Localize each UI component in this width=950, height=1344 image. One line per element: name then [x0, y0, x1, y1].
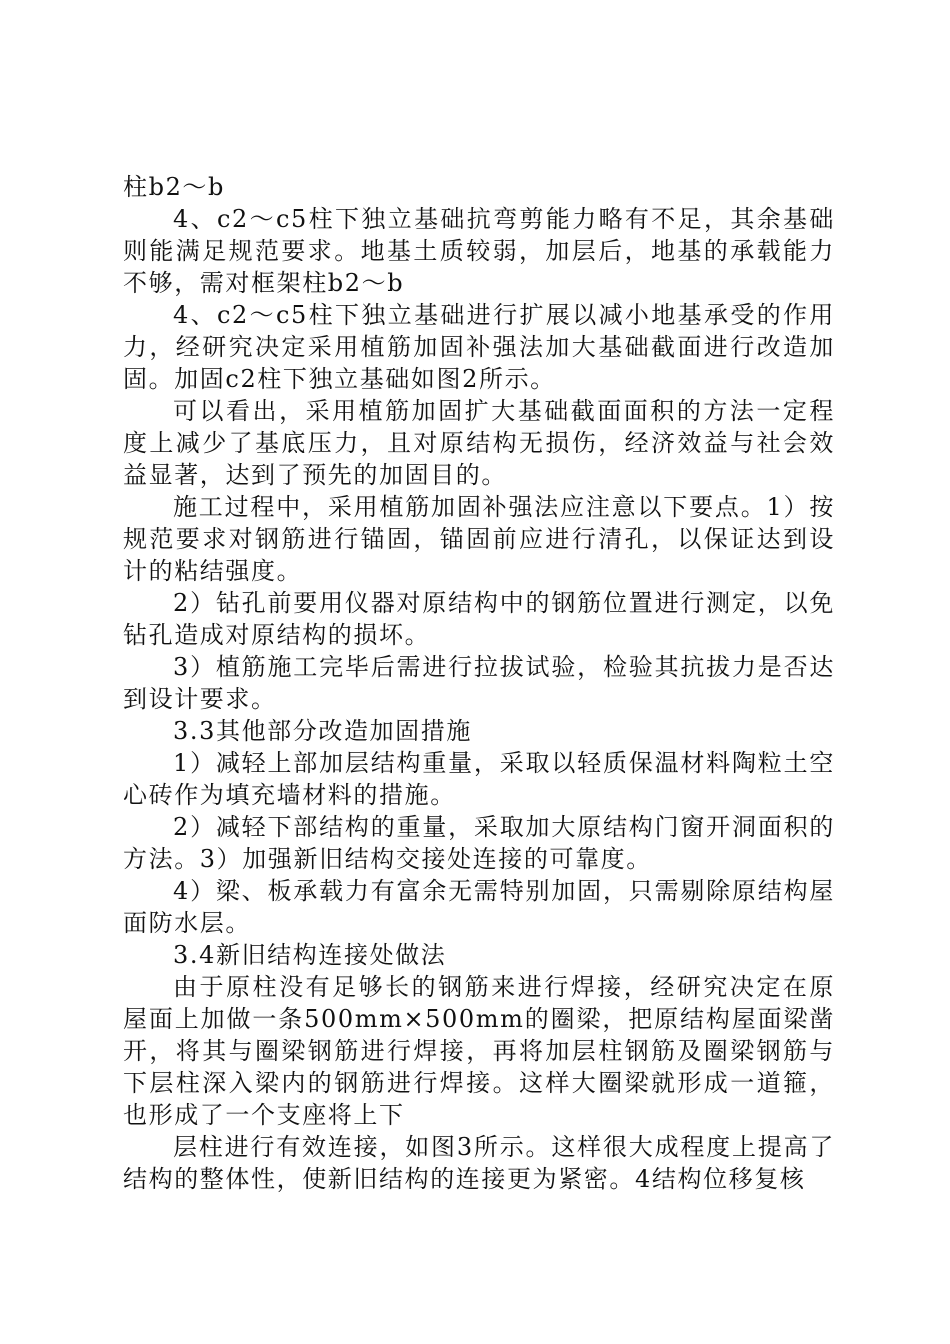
paragraph: 4、c2～c5柱下独立基础进行扩展以减小地基承受的作用力，经研究决定采用植筋加固补强法加大基础截面进行改造加固。加固c2柱下独立基础如图2所示。	[123, 301, 835, 393]
paragraph: 2）钻孔前要用仪器对原结构中的钢筋位置进行测定，以免钻孔造成对原结构的损坏。	[123, 589, 835, 649]
document-body	[123, 171, 835, 1195]
paragraph: 可以看出，采用植筋加固扩大基础截面面积的方法一定程度上减少了基底压力，且对原结构无损伤，经济效益与社会效益显著，达到了预先的加固目的。	[123, 397, 835, 489]
paragraph: 层柱进行有效连接，如图3所示。这样很大成程度上提高了结构的整体性，使新旧结构的连接更为紧密。4结构位移复核	[123, 1133, 835, 1193]
section-heading: 3.4新旧结构连接处做法	[173, 941, 447, 969]
paragraph: 2）减轻下部结构的重量，采取加大原结构门窗开洞面积的方法。3）加强新旧结构交接处连接的可靠度。	[123, 813, 835, 873]
paragraph: 4、c2～c5柱下独立基础抗弯剪能力略有不足，其余基础则能满足规范要求。地基土质较弱，加层后，地基的承载能力不够，需对框架柱b2～b	[123, 205, 835, 297]
section-heading: 3.3其他部分改造加固措施	[173, 717, 472, 745]
paragraph: 4）梁、板承载力有富余无需特别加固，只需剔除原结构屋面防水层。	[123, 877, 835, 937]
paragraph: 3）植筋施工完毕后需进行拉拔试验，检验其抗拔力是否达到设计要求。	[123, 653, 835, 713]
paragraph: 施工过程中，采用植筋加固补强法应注意以下要点。1）按规范要求对钢筋进行锚固，锚固前应进行清孔，以保证达到设计的粘结强度。	[123, 493, 835, 585]
paragraph: 1）减轻上部加层结构重量，采取以轻质保温材料陶粒土空心砖作为填充墙材料的措施。	[123, 749, 835, 809]
paragraph: 由于原柱没有足够长的钢筋来进行焊接，经研究决定在原屋面上加做一条500mm×500mm的圈梁，把原结构屋面梁凿开，将其与圈梁钢筋进行焊接，再将加层柱钢筋及圈梁钢筋与下层柱深入梁内的钢筋进行焊接。这样大圈梁就形成一道箍，也形成了一个支座将上下	[123, 973, 835, 1129]
paragraph: 柱b2～b	[123, 173, 225, 201]
